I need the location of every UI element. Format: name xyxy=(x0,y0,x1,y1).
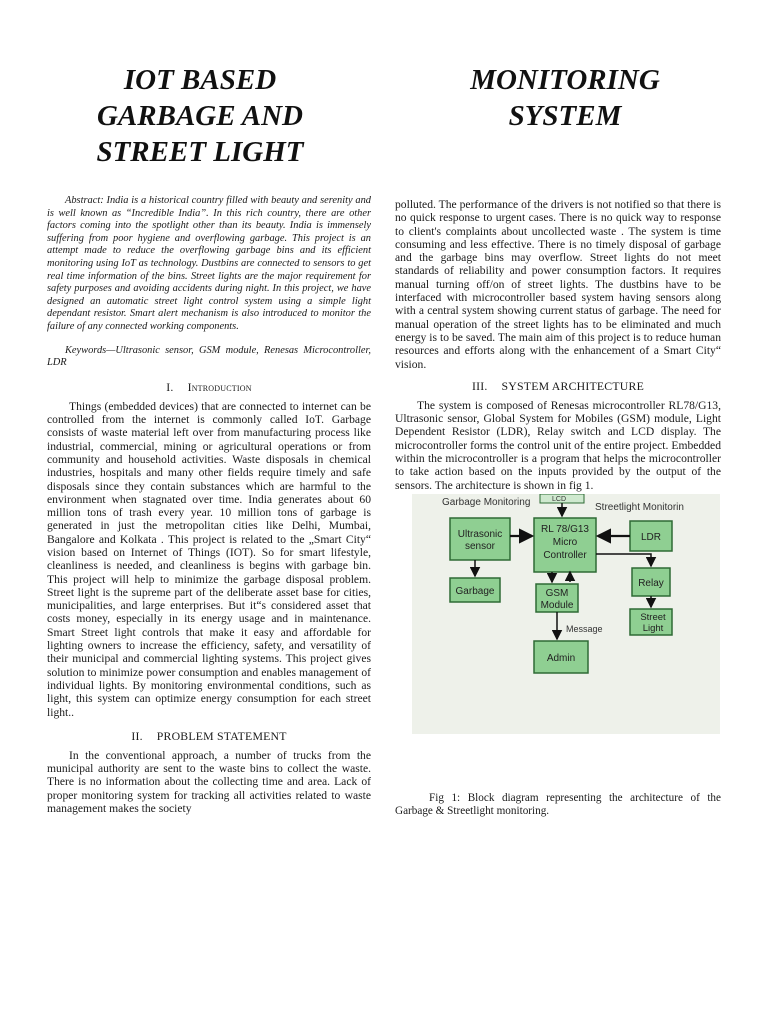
title-line: IOT BASED xyxy=(123,64,277,96)
section-title: SYSTEM ARCHITECTURE xyxy=(501,378,644,393)
section-number: II. xyxy=(131,728,143,743)
section-number: I. xyxy=(166,379,174,394)
message-label: Message xyxy=(566,623,603,634)
block-label: Garbage xyxy=(455,585,495,597)
section-heading-architecture xyxy=(395,379,721,393)
introduction-text: Things (embedded devices) that are connected to internet can be controlled from the internet is commonly called IoT. Garbage consists of waste material left over from manufacturing process like industrial, commercial, mining or agricultural operations or from community and household activities. Waste disposals in chemical industries, hospitals and many other fields require timely and safe disposals since they contain substances which are harmful to the environment when stagnated over time. India generates about 60 million tons of trash every year. 10 million tons of garbage is generated in just the metropolitan cities like Delhi, Mumbai, Bangalore and Kolkata . This project is related to the „Smart City“ vision based on Internet of Things (IOT). So for smart lifestyle, cleanliness is needed, and cleanliness is begins with garbage bin. This project will help to minimize the garbage disposal problem. Street light is the supreme part of the deliberate asset base for cities, municipalities, and large enterprises. But it“s considered asset that costs money, especially in its energy usage and in maintenance. Smart Street light controls that make it easy and affordable for lighting owners to increase the efficiency, safety, and versatility of their municipal and commercial lighting systems. This project gives solution to minimize power consumption and enables management of individual lights. By monitoring environmental conditions, such as light, this system can optimize energy consumption for each street light.. xyxy=(47,399,371,719)
garbage-monitoring-label: Garbage Monitoring xyxy=(442,496,531,508)
problem-text-part1: In the conventional approach, a number of trucks from the municipal authority are sent to the waste bins to collect the waste. There is no information about the collecting time and area. Lack of proper monitoring system for tracking all activities related to waste management makes the society xyxy=(47,748,371,816)
streetlight-monitoring-label: Streetlight Monitorin xyxy=(595,501,684,513)
paper-title-right xyxy=(430,62,700,134)
section-heading-introduction xyxy=(47,380,371,394)
section-title: Introduction xyxy=(187,379,252,394)
figure-caption: Fig 1: Block diagram representing the architecture of the Garbage & Streetlight monitoring. xyxy=(395,791,721,817)
block-label: Controller xyxy=(543,549,587,561)
block-label: Admin xyxy=(546,652,576,664)
paper-title-left xyxy=(60,62,340,170)
right-column xyxy=(395,198,721,818)
left-column xyxy=(47,195,371,815)
block-label: LDR xyxy=(640,531,662,543)
block-label: RL 78/G13 xyxy=(541,523,589,535)
section-title: PROBLEM STATEMENT xyxy=(156,728,287,743)
title-line: STREET LIGHT xyxy=(96,136,304,168)
block-label: Relay xyxy=(638,577,664,589)
block-label: Micro xyxy=(552,536,578,548)
problem-text-part2: polluted. The performance of the drivers is not notified so that there is no quick response to urgent cases. There is no quick way to response to client's complaints about uncollected waste . The system is time consuming and less effective. There is no timely disposal of garbage and the garbage bins may overflow. Street lights do not meet standards of reliability and power consumption factors. It requires manual turning off/on of street lights. The dustbins have to be interfaced with microcontroller based system having sensors along with a central system showing current status of garbage. The need for manual operation of the street lights has to be eliminated and much energy is to be saved. The main aim of this project is to reduce human resources and efforts along with the enhancement of a Smart City“ vision. xyxy=(395,198,721,371)
title-line: GARBAGE AND xyxy=(96,100,303,132)
block-label: Ultrasonic xyxy=(457,528,503,540)
title-line: MONITORING xyxy=(470,64,660,96)
block-label: Module xyxy=(540,599,574,611)
section-heading-problem xyxy=(47,729,371,743)
block-label: GSM xyxy=(545,587,569,599)
architecture-text: The system is composed of Renesas microcontroller RL78/G13, Ultrasonic sensor, Global System for Mobiles (GSM) module, Light Dependent Resistor (LDR), Relay switch and LCD display. The microcontroller forms the control unit of the entire project. Embedded within the microcontroller is a program that helps the microcontroller to take action based on the inputs provided by the output of the sensors. The architecture is shown in fig 1. xyxy=(395,398,721,492)
block-diagram xyxy=(412,494,720,734)
keywords: Keywords—Ultrasonic sensor, GSM module, Renesas Microcontroller, LDR xyxy=(47,344,371,369)
block-label: Light xyxy=(642,622,664,634)
block-diagram-figure xyxy=(412,494,720,734)
abstract: Abstract: India is a historical country filled with beauty and serenity and is well known as “Incredible India”. In this rich country, there are other factors coming into the spotlight other than its beauty. India is immensely suffering from poor hygiene and overflowing garbage. This project is an attempt made to reduce the overflowing garbage bins and its efficient monitoring using IoT as technology. Dustbins are connected to sensors to get real time information of the bins. Street lights are the major requirement for safety purposes and avoiding accidents during night. In this project, we have designed an automatic street light control system using a simple light dependant resistor. Smart alert mechanism is also introduced to monitor the failure of any connected working components. xyxy=(47,195,371,332)
block-label: sensor xyxy=(464,540,496,552)
lcd-partial-label: LCD xyxy=(552,495,567,503)
title-line: SYSTEM xyxy=(508,100,622,132)
block-label: Street xyxy=(640,611,666,623)
section-number: III. xyxy=(472,378,488,393)
